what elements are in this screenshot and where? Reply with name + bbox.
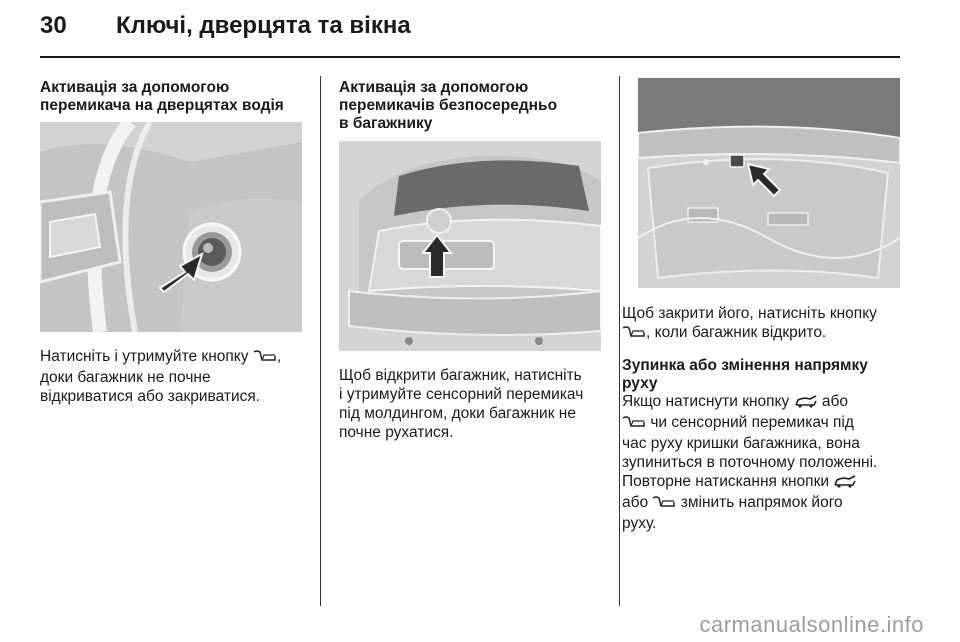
car-tailgate-open-icon [833, 474, 857, 493]
car-tailgate-open-icon [794, 394, 818, 413]
tailgate-icon [253, 349, 277, 368]
column-separator [619, 76, 620, 606]
page-title: Ключі, дверцята та вікна [116, 12, 411, 39]
tailgate-touchpad-illustration [339, 141, 601, 351]
page-number: 30 [40, 12, 67, 39]
column-separator [320, 76, 321, 606]
tailgate-icon [652, 495, 676, 514]
col3-paragraph-1: Щоб закрити його, натисніть кнопку , коли багажник відкрито. [622, 304, 877, 344]
door-switch-illustration [40, 122, 302, 332]
tailgate-icon [622, 325, 646, 344]
section-heading: Активація за допомогою перемикачів безпосередньо в багажнику [339, 79, 558, 132]
col3-paragraph-2: Якщо натиснути кнопку або чи сенсорний перемикач під час руху кришки багажника, вона зупиниться в поточному положенні. Повторне натискання кнопки або змінить напрямок його руху. [622, 393, 878, 532]
header-rule [40, 56, 900, 58]
tailgate-close-button-illustration [638, 78, 900, 288]
section-heading: Активація за допомогою перемикача на дверцятах водія [40, 79, 284, 114]
watermark: carmanualsonline.info [699, 612, 924, 637]
col1-paragraph: Натисніть і утримуйте кнопку , доки багажник не почне відкриватися або закриватися. [40, 348, 282, 405]
tailgate-icon [622, 415, 646, 434]
col2-paragraph: Щоб відкрити багажник, натисніть і утримуйте сенсорний перемикач під молдингом, доки багажник не почне рухатися. [339, 367, 584, 441]
section-heading: Зупинка або змінення напрямку руху [622, 357, 868, 392]
